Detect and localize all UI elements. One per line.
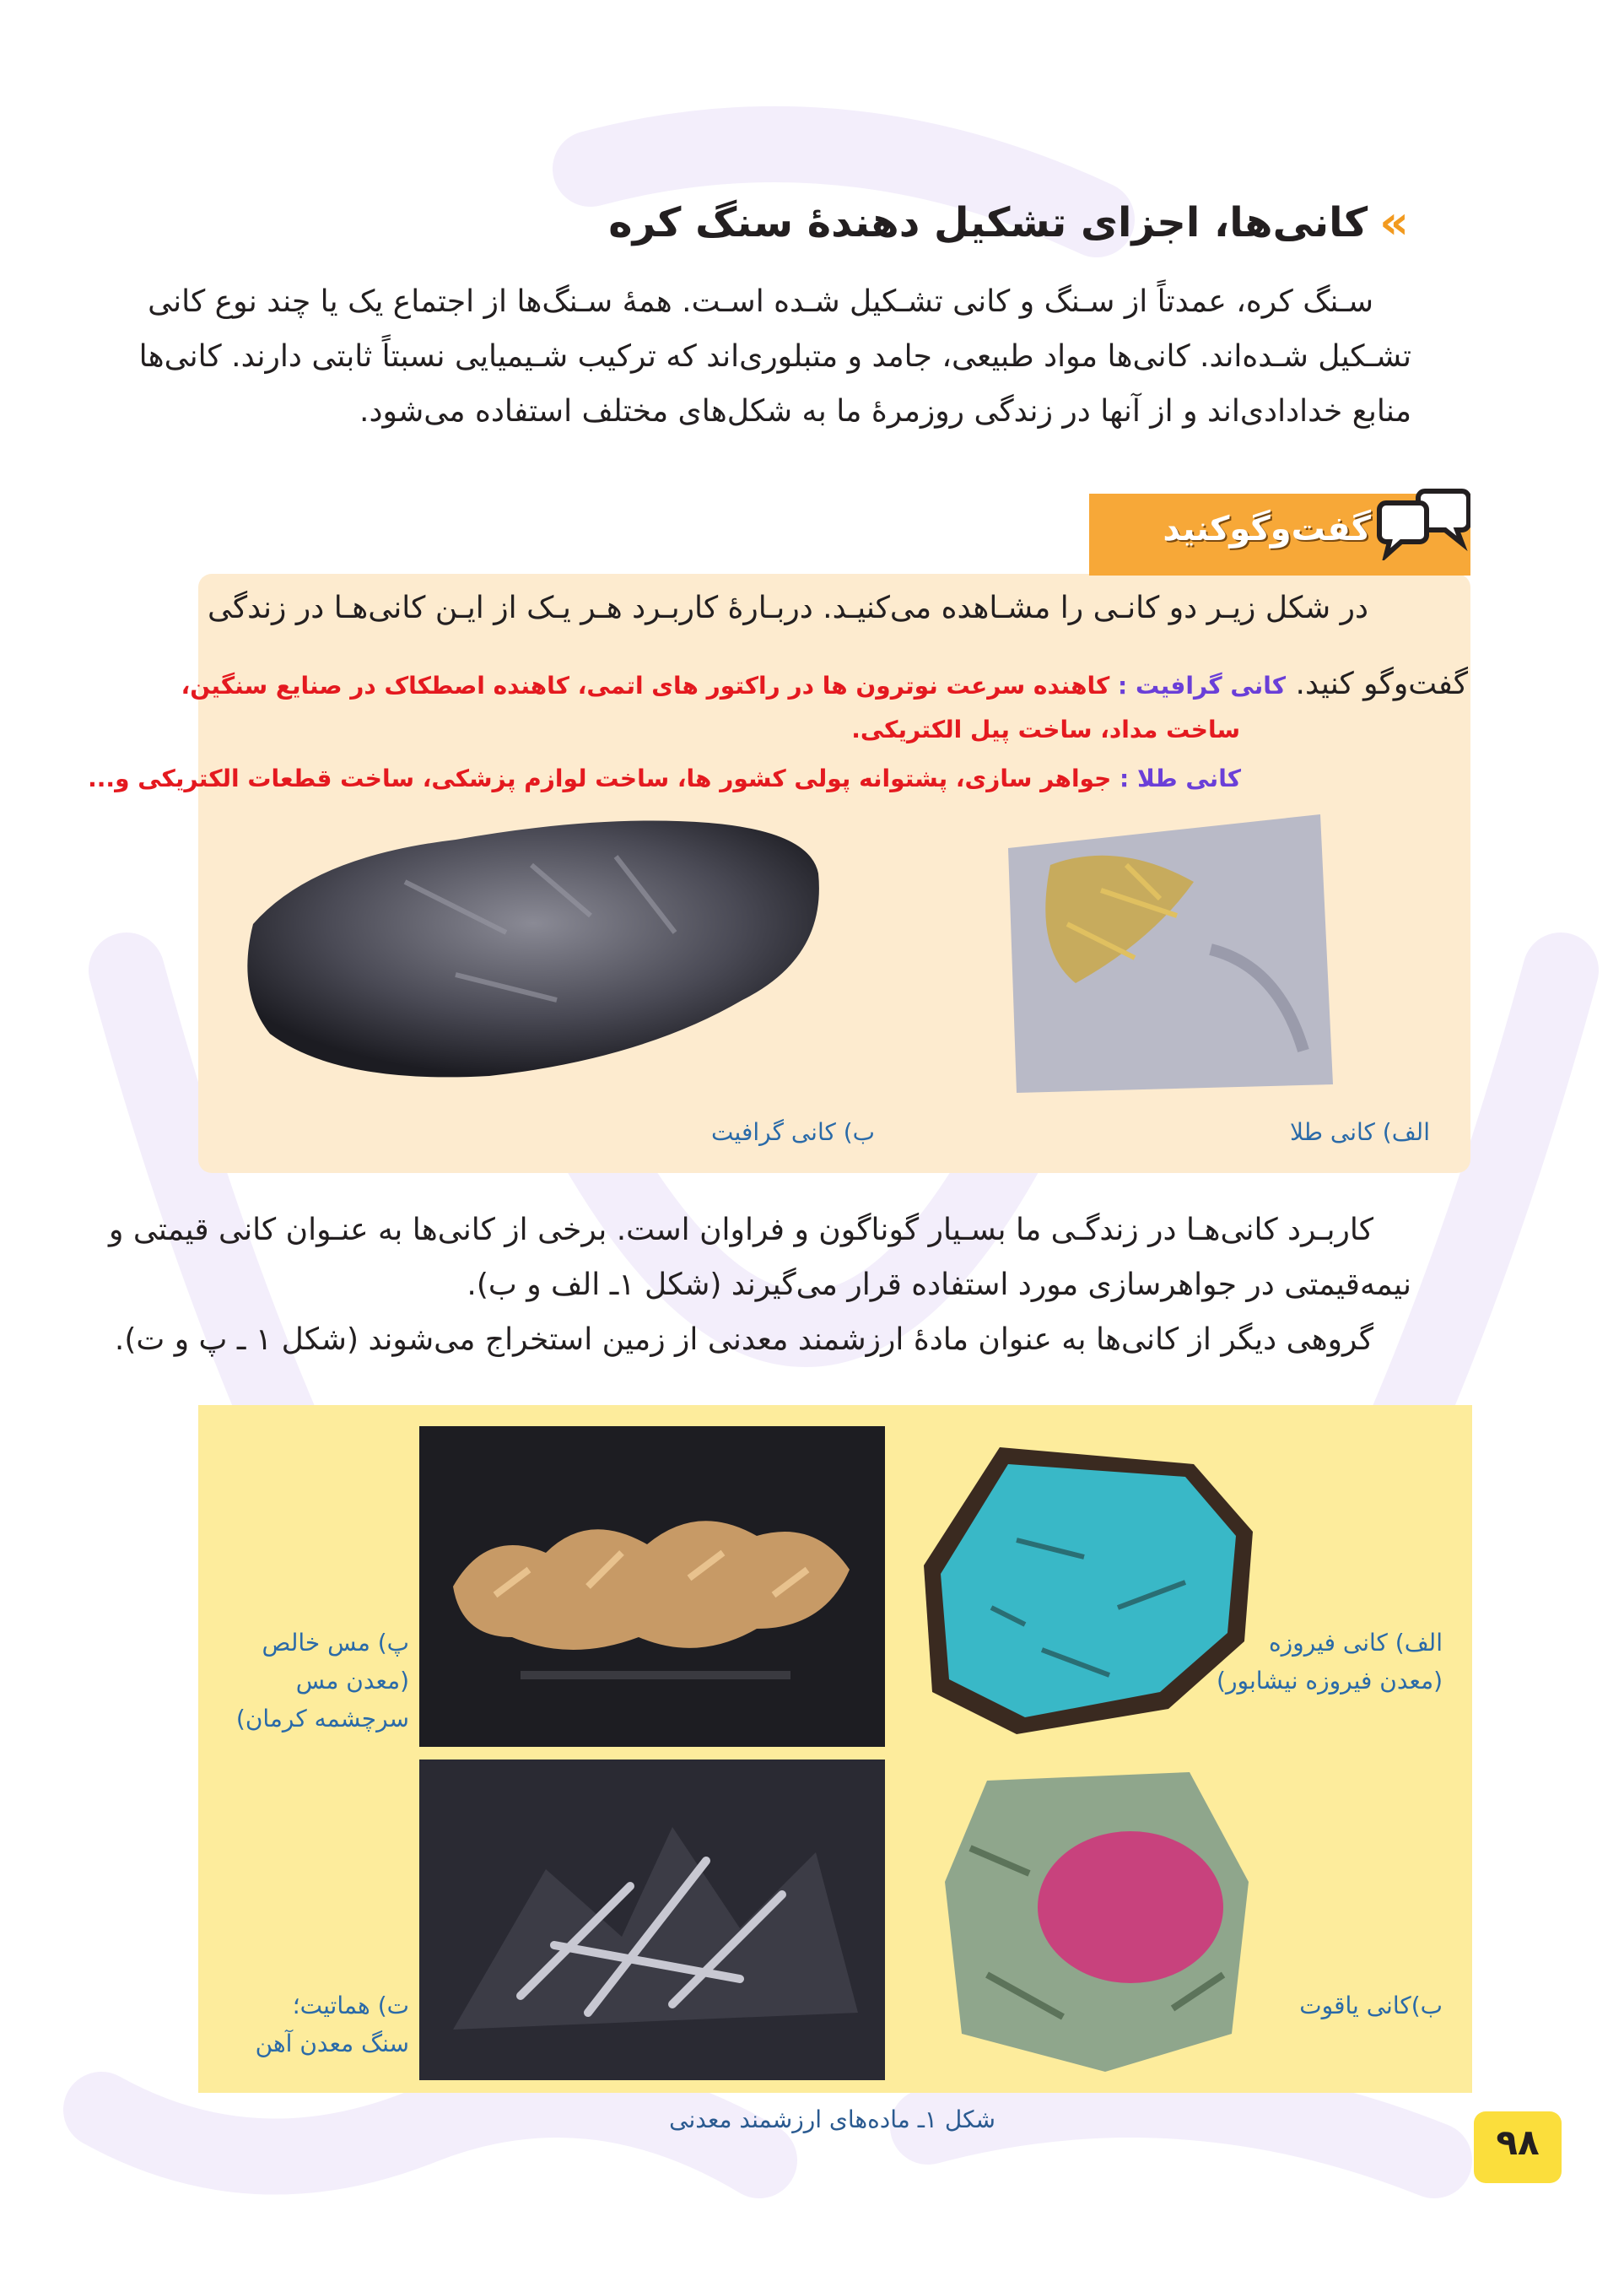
figure-caption: شکل ۱ـ ماده‌های ارزشمند معدنی — [669, 2106, 995, 2133]
caption-gold: الف) کانی طلا — [1289, 1118, 1430, 1146]
graphite-photo — [236, 806, 827, 1093]
caption-hematite-line2: سنگ معدن آهن — [255, 2030, 409, 2057]
answer-graphite-line2: ساخت مداد، ساخت پیل الکتریکی. — [851, 716, 1240, 743]
body-line: گروهی دیگر از کانی‌ها به عنوان مادۀ ارزشمند معدنی از زمین استخراج می‌شوند (شکل ۱ ـ پ و ت). — [114, 1322, 1373, 1357]
body-line: نیمه‌قیمتی در جواهرسازی مورد استفاده قرار می‌گیرند (شکل ۱ـ الف و ب). — [467, 1268, 1411, 1302]
answer-graphite — [181, 672, 1286, 700]
caption-copper-line2: (معدن مس — [295, 1667, 409, 1695]
ruby-photo — [936, 1764, 1257, 2076]
caption-copper-line1: پ) مس خالص — [262, 1629, 409, 1657]
caption-graphite: ب) کانی گرافیت — [711, 1118, 875, 1146]
discuss-question-line — [181, 667, 1468, 701]
discuss-label: گفت‌وگوکنید — [1163, 510, 1371, 549]
page-number: ۹۸ — [1496, 2122, 1540, 2163]
intro-paragraph — [138, 274, 1411, 439]
caption-ruby: ب)کانی یاقوت — [1299, 1992, 1443, 2019]
caption-turquoise-line2: (معدن فیروزه نیشابور) — [1217, 1667, 1443, 1695]
body-line: کاربـرد کانی‌هـا در زندگـی ما بسـیار گوناگون و فراوان است. برخی از کانی‌ها به عنـوان کانی قیمتی و — [109, 1213, 1373, 1247]
intro-line: منابع خدادادی‌اند و از آنها در زندگی روزمرۀ ما به شکل‌های مختلف استفاده می‌شود. — [359, 394, 1411, 429]
copper-photo — [419, 1426, 885, 1747]
speech-bubbles-icon — [1376, 484, 1470, 560]
intro-line: تشـکیل شـده‌اند. کانی‌ها مواد طبیعی، جامد و متبلوری‌اند که ترکیب شـیمیایی نسبتاً ثابتی دارند. کانی‌ها — [138, 339, 1411, 374]
discuss-question-line: در شکل زیـر دو کانـی را مشـاهده می‌کنیـد. دربـارۀ کاربـرد هـر یـک از ایـن کانی‌هـا در زندگی — [208, 591, 1368, 625]
hematite-photo — [419, 1760, 885, 2080]
intro-line: سـنگ کره، عمدتاً از سـنگ و کانی تشـکیل شـده اسـت. همۀ سـنگ‌ها از اجتماع یک یا چند نوع کانی — [148, 284, 1373, 319]
section-heading — [608, 196, 1409, 249]
gold-ore-photo — [1000, 814, 1333, 1093]
turquoise-photo — [915, 1439, 1261, 1738]
body-paragraph — [109, 1203, 1411, 1367]
heading-text: کانی‌ها، اجزای تشکیل دهندۀ سنگ کره — [608, 199, 1368, 246]
answer-graphite-text: کاهنده سرعت نوترون ها در راکتور های اتمی، کاهنده اصطکاک در صنایع سنگین، — [181, 672, 1119, 700]
answer-graphite-key: کانی گرافیت : — [1118, 672, 1287, 700]
double-chevron-icon: » — [1379, 196, 1409, 249]
discuss-question-end: گفت‌وگو کنید. — [1295, 667, 1468, 701]
caption-hematite-line1: ت) هماتیت؛ — [292, 1992, 409, 2019]
caption-copper-line3: سرچشمه کرمان) — [235, 1705, 409, 1733]
answer-gold-text: جواهر سازی، پشتوانه پولی کشور ها، ساخت لوازم پزشکی، ساخت قطعات الکتریکی و... — [88, 765, 1120, 792]
answer-gold — [88, 765, 1241, 792]
answer-gold-key: کانی طلا : — [1120, 765, 1241, 792]
caption-turquoise-line1: الف) کانی فیروزه — [1268, 1629, 1443, 1657]
